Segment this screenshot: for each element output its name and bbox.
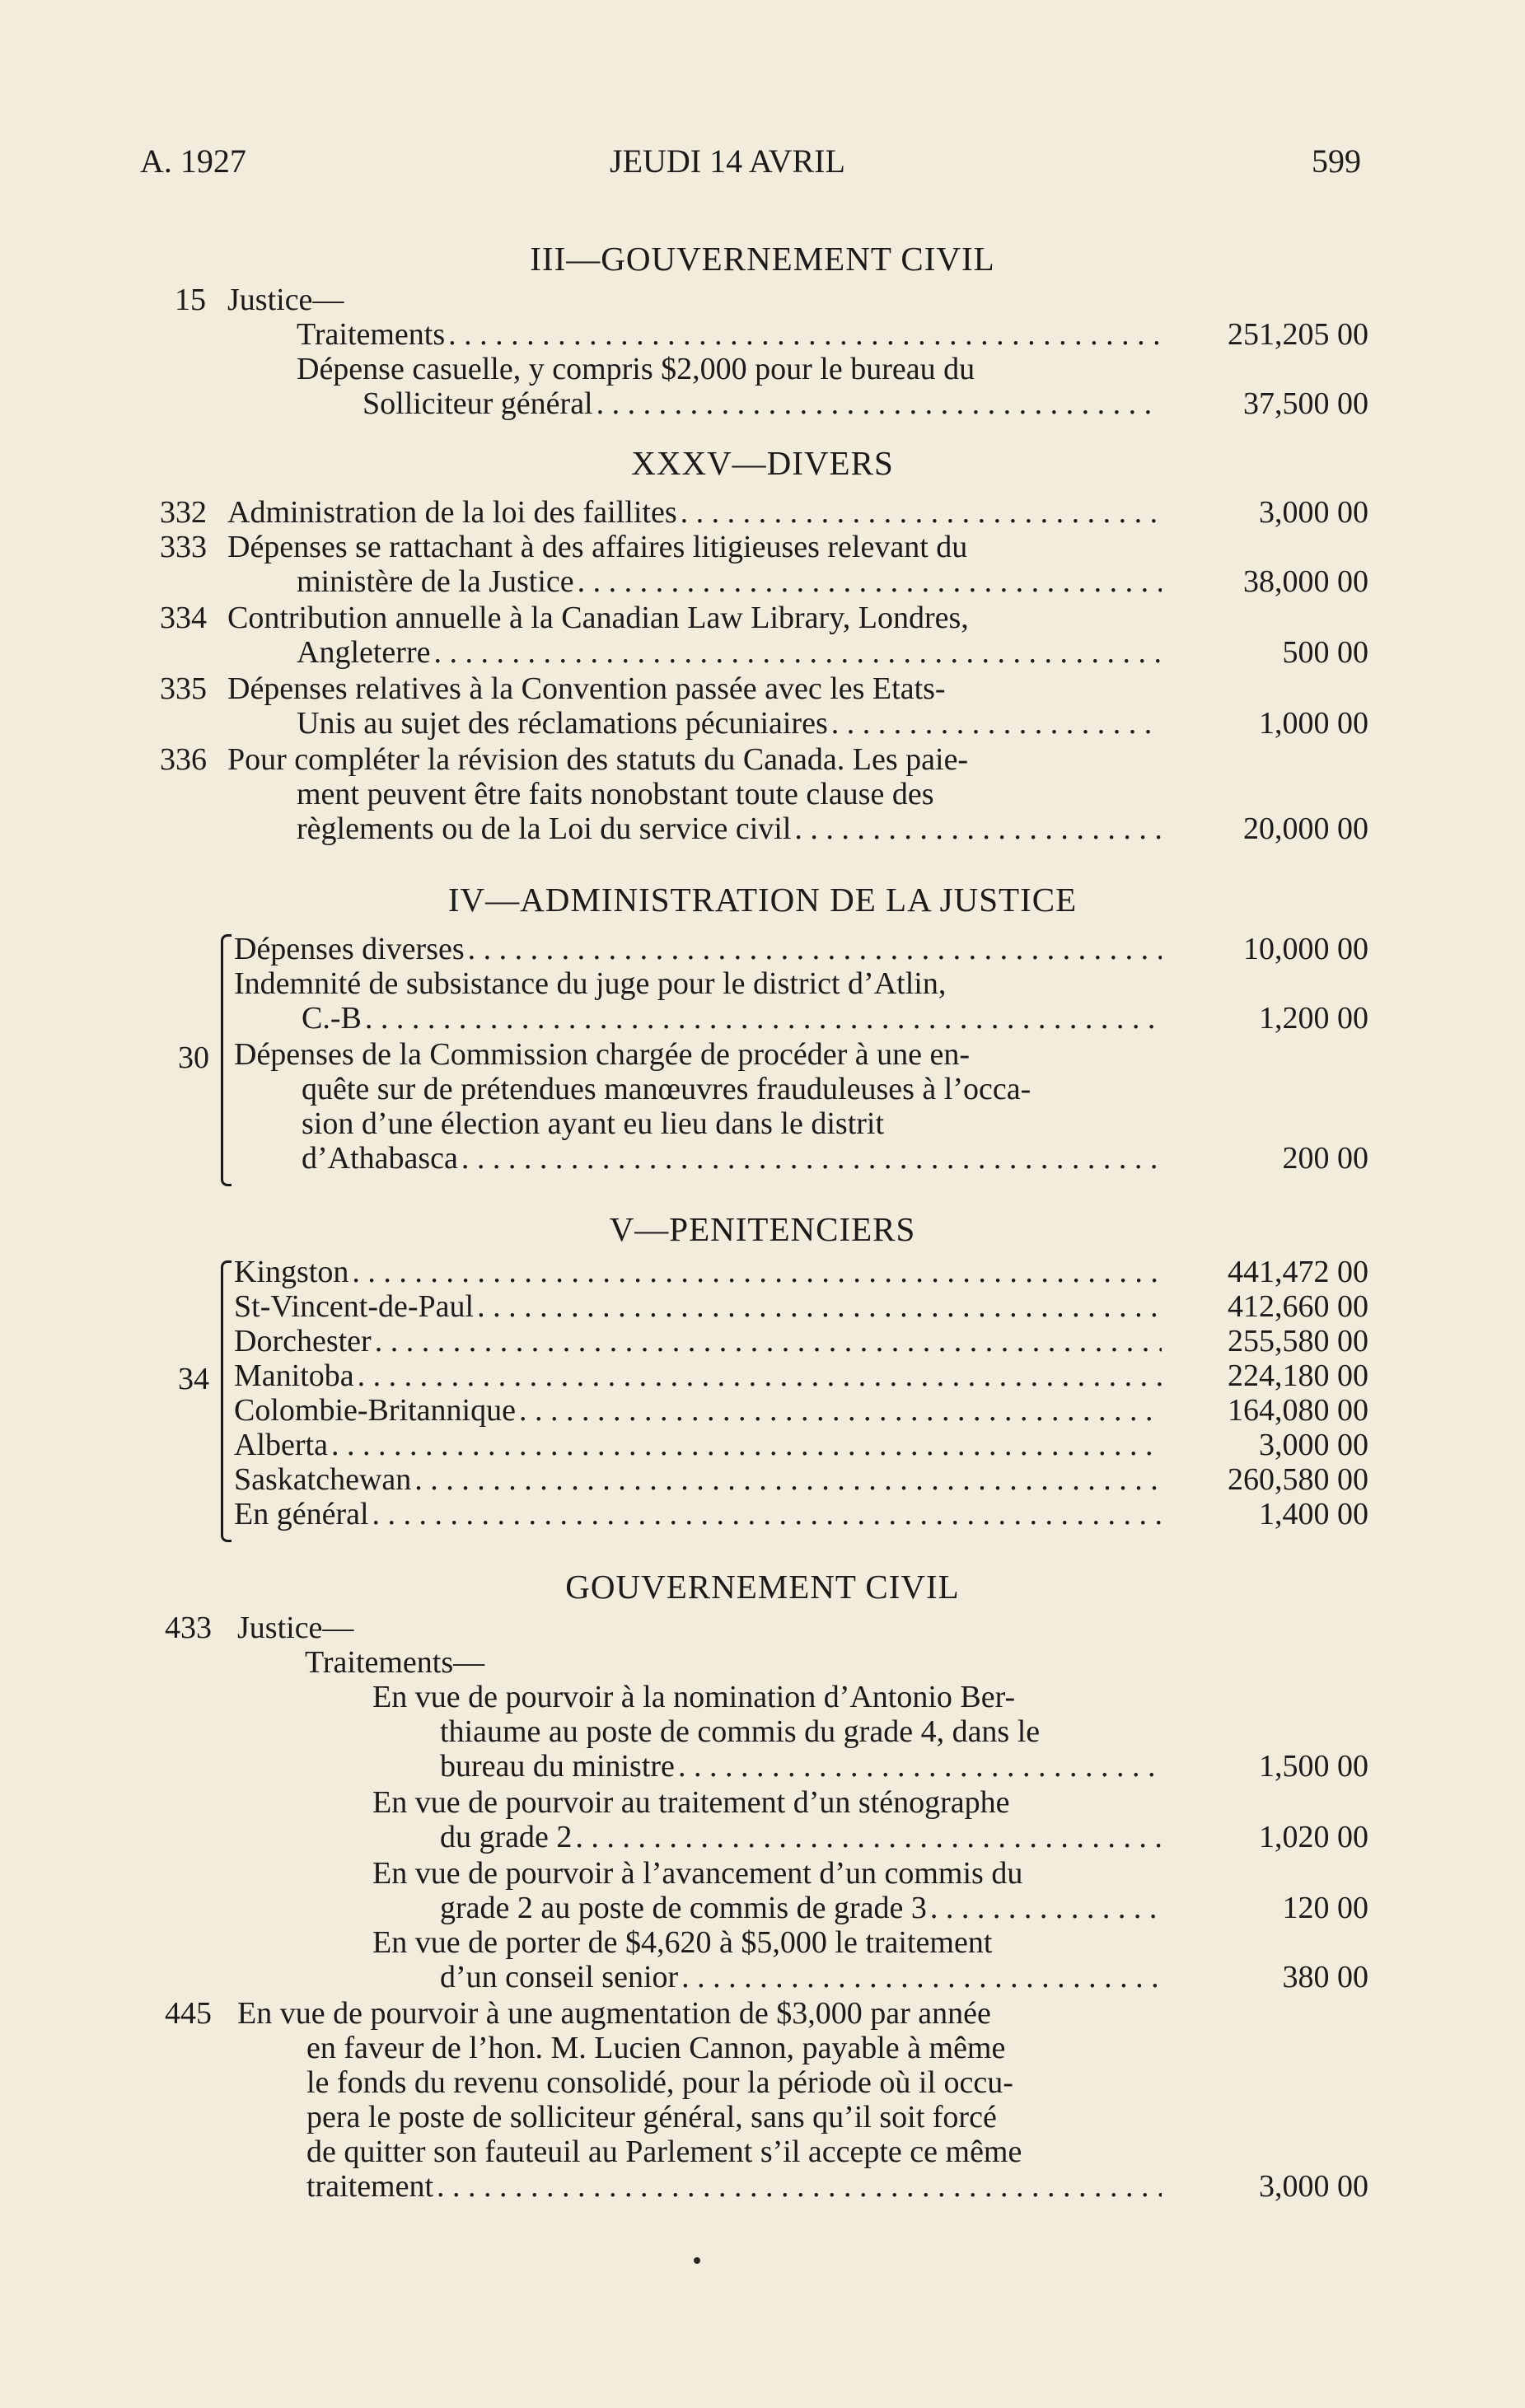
item-label: du grade 2 bbox=[440, 1820, 573, 1854]
item-label: Indemnité de subsistance du juge pour le district d’Atlin, bbox=[234, 966, 947, 1001]
amount: 251,205 00 bbox=[1228, 317, 1368, 352]
item-label: d’Athabasca bbox=[302, 1141, 458, 1176]
leader-line bbox=[297, 705, 1162, 741]
item-label: Manitoba bbox=[234, 1358, 354, 1393]
item-label: En général bbox=[234, 1497, 369, 1531]
item-label: grade 2 au poste de commis de grade 3 bbox=[440, 1891, 927, 1925]
amount: 38,000 00 bbox=[1243, 564, 1368, 599]
item-number: 333 bbox=[160, 530, 207, 564]
item-label: Dépense casuelle, y compris $2,000 pour le bureau du bbox=[297, 352, 975, 386]
item-subtitle: Traitements— bbox=[305, 1645, 485, 1680]
item-label: pera le poste de solliciteur général, sans qu’il soit forcé bbox=[306, 2100, 997, 2134]
item-label: Dépenses relatives à la Convention passée avec les Etats- bbox=[227, 671, 946, 706]
section-heading-divers: XXXV—DIVERS bbox=[631, 444, 894, 482]
amount: 3,000 00 bbox=[1259, 495, 1368, 530]
item-label: Angleterre bbox=[297, 635, 431, 670]
leader-line bbox=[440, 1959, 1162, 1995]
item-title: Justice— bbox=[237, 1611, 354, 1645]
item-label: ministère de la Justice bbox=[297, 564, 574, 599]
item-label: Alberta bbox=[234, 1428, 328, 1462]
amount: 1,020 00 bbox=[1259, 1820, 1368, 1854]
amount: 120 00 bbox=[1282, 1891, 1368, 1925]
amount: 255,580 00 bbox=[1228, 1324, 1368, 1358]
item-label: En vue de pourvoir au traitement d’un sténographe bbox=[372, 1785, 1010, 1820]
penitencier-row bbox=[234, 1358, 1162, 1394]
item-number: 334 bbox=[160, 601, 207, 635]
item-number: 30 bbox=[178, 1040, 209, 1075]
item-label: En vue de pourvoir à la nomination d’Antonio Ber- bbox=[372, 1680, 1016, 1714]
amount: 20,000 00 bbox=[1243, 811, 1368, 846]
amount: 1,200 00 bbox=[1259, 1001, 1368, 1036]
amount: 164,080 00 bbox=[1228, 1393, 1368, 1428]
penitencier-row bbox=[234, 1254, 1162, 1290]
item-label: quête sur de prétendues manœuvres frauduleuses à l’occa- bbox=[302, 1072, 1031, 1106]
item-number: 336 bbox=[160, 742, 207, 777]
leader-line bbox=[297, 316, 1162, 353]
item-label: sion d’une élection ayant eu lieu dans le distrit bbox=[302, 1106, 885, 1141]
amount: 1,400 00 bbox=[1259, 1497, 1368, 1531]
leader-line bbox=[297, 811, 1162, 847]
leader-line bbox=[302, 1140, 1162, 1176]
amount: 1,000 00 bbox=[1259, 706, 1368, 741]
penitencier-row bbox=[234, 1323, 1162, 1359]
item-label: Dépenses diverses bbox=[234, 932, 465, 966]
item-number: 332 bbox=[160, 495, 207, 530]
leader-line bbox=[306, 2168, 1162, 2205]
item-label: règlements ou de la Loi du service civil bbox=[297, 811, 792, 846]
item-label: Dépenses de la Commission chargée de procéder à une en- bbox=[234, 1037, 971, 1072]
penitencier-row bbox=[234, 1427, 1162, 1463]
item-number: 34 bbox=[178, 1362, 209, 1396]
leader-line bbox=[234, 931, 1162, 967]
item-label: Dorchester bbox=[234, 1324, 372, 1358]
amount: 260,580 00 bbox=[1228, 1462, 1368, 1497]
item-label: En vue de pourvoir à l’avancement d’un commis du bbox=[372, 1856, 1023, 1891]
amount: 37,500 00 bbox=[1243, 386, 1368, 421]
amount: 412,660 00 bbox=[1228, 1289, 1368, 1324]
item-label: thiaume au poste de commis du grade 4, dans le bbox=[440, 1714, 1041, 1749]
penitencier-row bbox=[234, 1288, 1162, 1325]
amount: 500 00 bbox=[1282, 635, 1368, 670]
item-label: En vue de porter de $4,620 à $5,000 le traitement bbox=[372, 1925, 993, 1960]
amount: 224,180 00 bbox=[1228, 1358, 1368, 1393]
page-number: 599 bbox=[1312, 143, 1361, 180]
header-year: A. 1927 bbox=[140, 143, 246, 180]
section-heading-administration-justice: IV—ADMINISTRATION DE LA JUSTICE bbox=[447, 881, 1078, 919]
item-label: traitement bbox=[306, 2169, 434, 2204]
penitencier-row bbox=[234, 1496, 1162, 1532]
penitencier-row bbox=[234, 1461, 1162, 1498]
item-label: en faveur de l’hon. M. Lucien Cannon, payable à même bbox=[306, 2031, 1006, 2065]
amount: 200 00 bbox=[1282, 1141, 1368, 1176]
item-label: C.-B bbox=[302, 1001, 362, 1036]
item-label: ment peuvent être faits nonobstant toute clause des bbox=[297, 777, 934, 811]
leader-line bbox=[297, 563, 1162, 600]
penitencier-row bbox=[234, 1392, 1162, 1428]
amount: 3,000 00 bbox=[1259, 1428, 1368, 1462]
section-heading-gouvernement-civil: III—GOUVERNEMENT CIVIL bbox=[530, 240, 995, 278]
item-number: 335 bbox=[160, 671, 207, 706]
brace-bracket bbox=[221, 1260, 232, 1542]
leader-line bbox=[302, 1000, 1162, 1036]
item-label: Dépenses se rattachant à des affaires litigieuses relevant du bbox=[227, 530, 968, 564]
header-date: JEUDI 14 AVRIL bbox=[610, 143, 845, 180]
item-label: En vue de pourvoir à une augmentation de $3,000 par année bbox=[237, 1996, 991, 2031]
amount: 10,000 00 bbox=[1243, 932, 1368, 966]
item-label: Pour compléter la révision des statuts du Canada. Les paie- bbox=[227, 742, 969, 777]
leader-line bbox=[440, 1890, 1162, 1926]
item-label: St-Vincent-de-Paul bbox=[234, 1289, 475, 1324]
amount: 3,000 00 bbox=[1259, 2169, 1368, 2204]
item-label: d’un conseil senior bbox=[440, 1960, 679, 1994]
section-heading-penitenciers: V—PENITENCIERS bbox=[609, 1210, 916, 1248]
leader-line bbox=[227, 494, 1162, 531]
item-number: 433 bbox=[165, 1611, 212, 1645]
leader-line bbox=[297, 634, 1162, 671]
section-heading-gouvernement-civil-2: GOUVERNEMENT CIVIL bbox=[565, 1568, 960, 1606]
item-label: Unis au sujet des réclamations pécuniaires bbox=[297, 706, 828, 741]
item-number: 445 bbox=[165, 1996, 212, 2031]
item-title: Justice— bbox=[227, 283, 344, 317]
amount: 380 00 bbox=[1282, 1960, 1368, 1994]
leader-line bbox=[440, 1748, 1162, 1784]
leader-line bbox=[440, 1819, 1162, 1855]
item-label: bureau du ministre bbox=[440, 1749, 675, 1784]
item-label: Contribution annuelle à la Canadian Law Library, Londres, bbox=[227, 601, 969, 635]
item-label: de quitter son fauteuil au Parlement s’il accepte ce même bbox=[306, 2134, 1022, 2169]
item-label: Saskatchewan bbox=[234, 1462, 412, 1497]
amount: 441,472 00 bbox=[1228, 1255, 1368, 1289]
item-label: Traitements bbox=[297, 317, 446, 352]
item-label: Kingston bbox=[234, 1255, 349, 1289]
amount: 1,500 00 bbox=[1259, 1749, 1368, 1784]
item-number: 15 bbox=[175, 283, 206, 317]
decorative-dot bbox=[694, 2257, 700, 2264]
item-label: Administration de la loi des faillites bbox=[227, 495, 677, 530]
item-label: Colombie-Britannique bbox=[234, 1393, 516, 1428]
brace-bracket bbox=[221, 934, 232, 1186]
item-label: Solliciteur général bbox=[363, 386, 593, 421]
item-label: le fonds du revenu consolidé, pour la période où il occu- bbox=[306, 2065, 1013, 2100]
leader-line bbox=[363, 386, 1162, 422]
